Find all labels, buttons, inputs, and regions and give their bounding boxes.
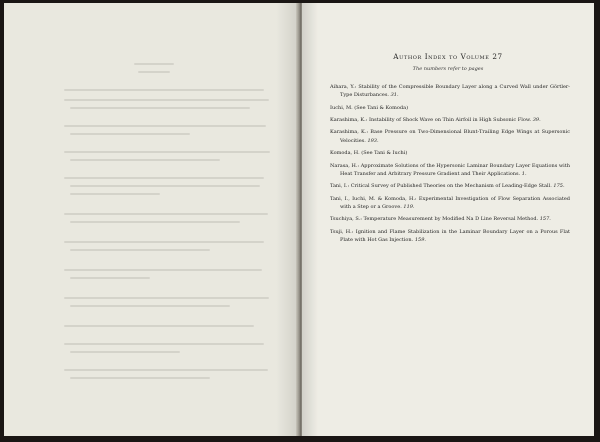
index-entry: Aihara, Y.: Stability of the Compressible Boundary Layer along a Curved Wall under Görtler-Type Disturbances. 31. [330, 84, 570, 99]
page-number: 1. [521, 170, 527, 177]
index-entry: Tsuji, H.: Ignition and Flame Stabilization in the Laminar Boundary Layer on a Porous Flat Plate with Hot Gas Injection. 159. [330, 228, 570, 243]
index-entry: Karashima, K.: Instability of Shock Wave on Thin Airfoil in High Subsonic Flow. 39. [330, 117, 541, 124]
bleed-through-text [64, 63, 274, 403]
index-entry: Karashima, K.: Base Pressure on Two-Dimensional Blunt-Trailing Edge Wings at Supersonic Velocities. 193. [330, 129, 570, 144]
index-entry: Tsuchiya, S.: Temperature Measurement by Modified Na D Line Reversal Method. 157. [330, 216, 551, 223]
page-number: 119. [403, 203, 415, 210]
index-title: Author Index to Volume 27 [393, 52, 503, 61]
index-entry: Iuchi, M. (See Tani & Komoda) [330, 104, 409, 111]
index-entry: Narasa, H.: Approximate Solutions of the Hypersonic Laminar Boundary Layer Equations with Heat Transfer and Arbitrary Pressure Gradient and Their Applications. 1. [330, 162, 570, 177]
index-entry: Tani, I., Iuchi, M. & Komoda, H.: Experimental Investigation of Flow Separation Associated with a Step or a Groove. 119. [330, 195, 570, 210]
page-number: 157. [539, 216, 551, 223]
index-subtitle: The numbers refer to pages [412, 66, 484, 72]
index-entry: Komoda, H. (See Tani & Iuchi) [330, 150, 408, 157]
page-number: 193. [367, 137, 379, 144]
page-number: 39. [532, 117, 541, 124]
page-number: 159. [414, 237, 426, 243]
page-number: 175. [553, 183, 565, 190]
index-entry: Tani, I.: Critical Survey of Published Theories on the Mechanism of Leading-Edge Stall. 175. [330, 183, 565, 190]
page-number: 31. [390, 92, 399, 99]
left-page [4, 3, 298, 436]
author-index-list [330, 83, 570, 248]
